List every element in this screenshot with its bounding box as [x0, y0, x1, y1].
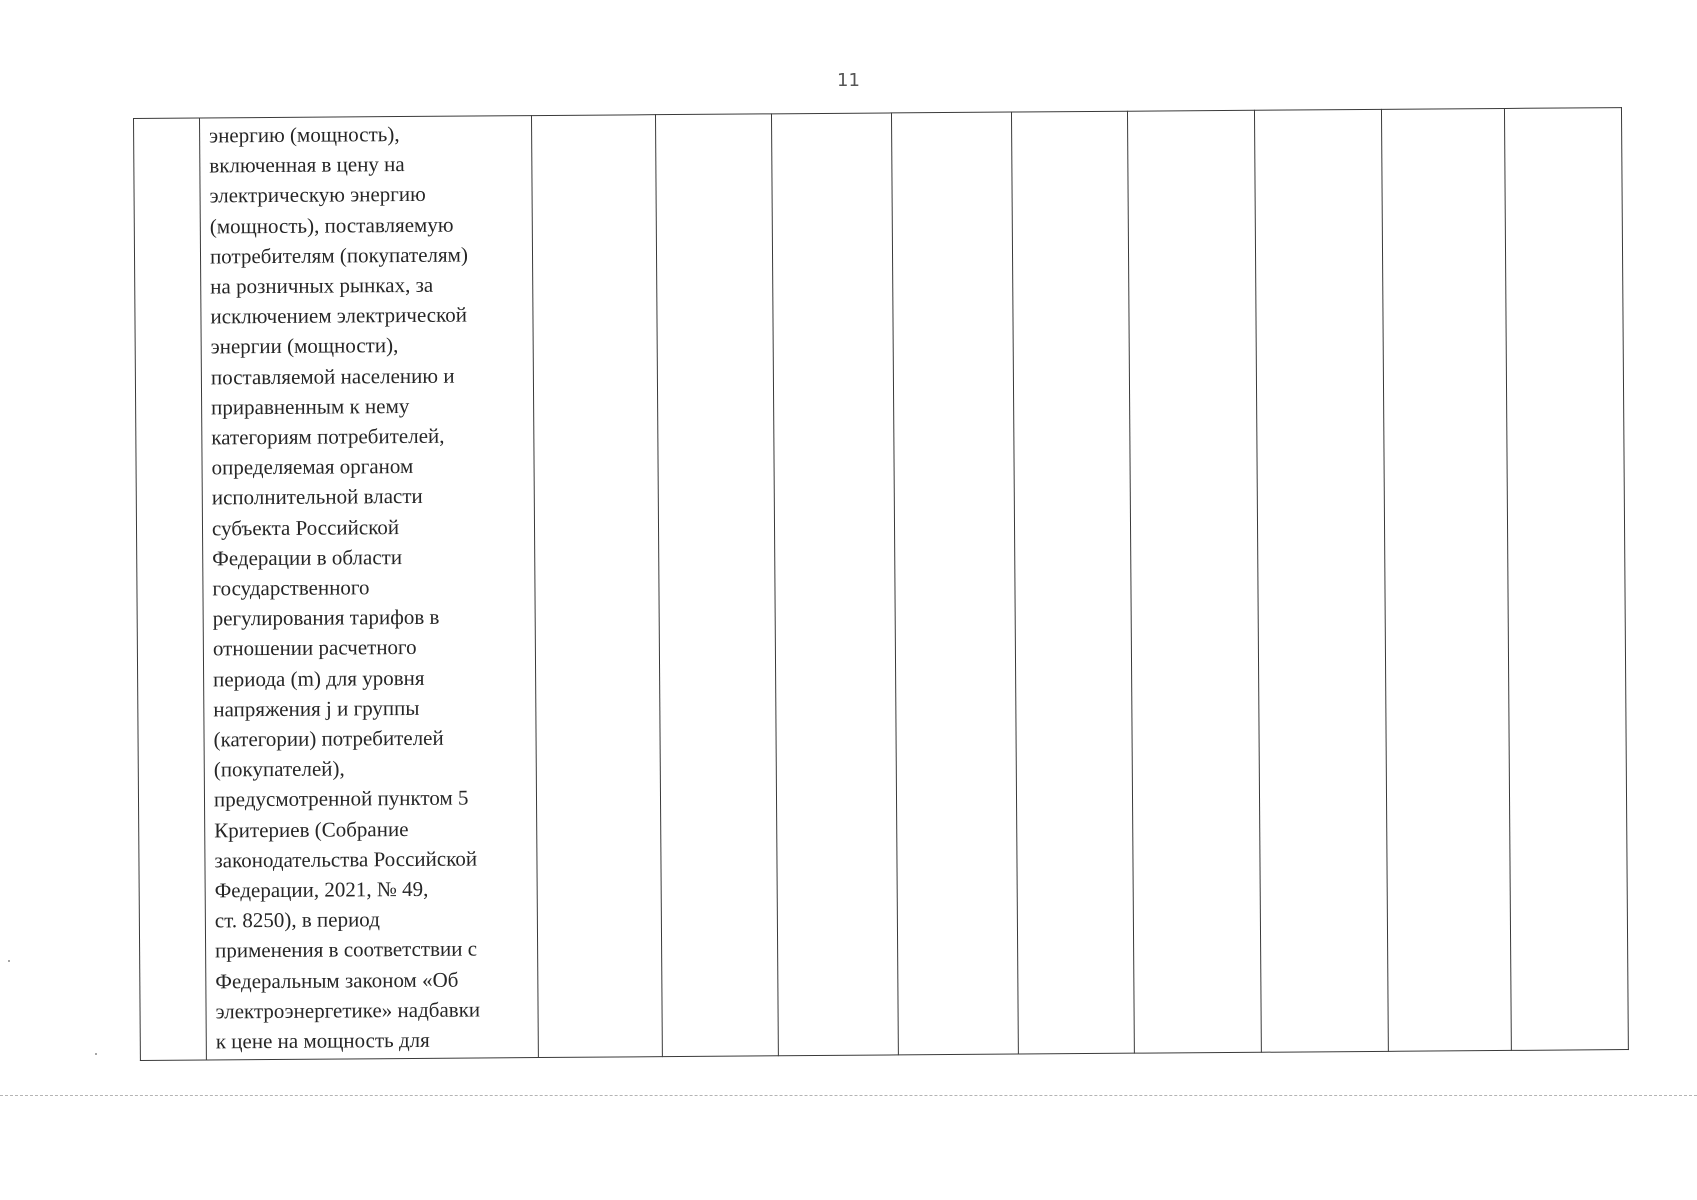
value-cell [531, 115, 662, 1058]
table-row [134, 108, 1629, 1061]
value-cell [1254, 109, 1388, 1052]
value-cell [1127, 110, 1261, 1053]
data-table [133, 107, 1629, 1061]
value-cell [1504, 108, 1628, 1051]
scan-speck [95, 1053, 97, 1055]
description-text: энергию (мощность), включенная в цену на электрическую энергию (мощность), поставляемую потребителям (покупателям) на розничных рынках, за исключением электрической энергии (мощности), поставляемой населению и приравненным к нему категориям потребителей, определяемая органом исполнительной власти субъекта Российской Федерации в области государственного регулирования тарифов в отношении расчетного периода (m) для уровня напряжения j и группы (категории) потребителей (покупателей), предусмотренной пунктом 5 Критериев (Собрание законодательства Российской Федерации, 2021, № 49, ст. 8250), в период применения в соответствии с Федеральным законом «Об электроэнергетике» надбавки к цене на мощность для [209, 122, 481, 1054]
value-cell [771, 113, 898, 1056]
page-number: 11 [837, 70, 860, 91]
value-cell [1011, 111, 1134, 1054]
row-number-cell [134, 118, 207, 1060]
scan-edge-line [0, 1095, 1697, 1096]
value-cell [891, 112, 1018, 1055]
description-cell [200, 116, 539, 1060]
value-cell [655, 114, 778, 1057]
table-container [133, 107, 1628, 1061]
value-cell [1381, 108, 1511, 1051]
scan-speck [8, 960, 10, 962]
